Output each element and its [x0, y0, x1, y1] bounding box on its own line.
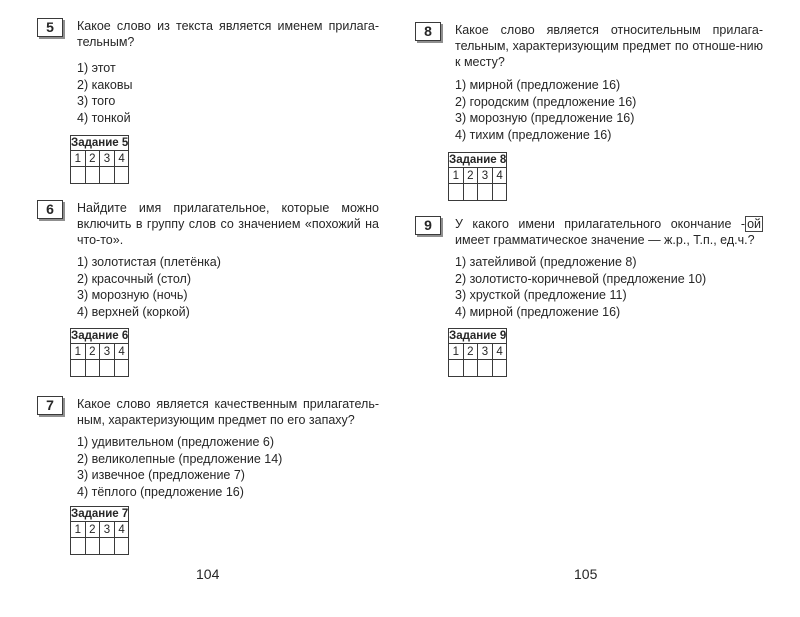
- answer-cell-4[interactable]: [492, 360, 507, 377]
- task-6: [37, 200, 379, 385]
- column-header: 2: [85, 344, 100, 360]
- column-header: 2: [463, 344, 478, 360]
- column-header: 2: [463, 168, 478, 184]
- right-page: [400, 0, 800, 617]
- answer-cell-3[interactable]: [100, 360, 115, 377]
- answer-cell-3[interactable]: [100, 167, 115, 184]
- option-3: 3) того: [77, 94, 116, 108]
- page-number: 104: [196, 566, 220, 582]
- answer-options: [77, 434, 379, 500]
- task-8: [415, 22, 763, 212]
- answer-options: [77, 254, 379, 320]
- column-header: 1: [71, 151, 86, 167]
- answer-cell-1[interactable]: [71, 538, 86, 555]
- task-question: [455, 216, 763, 248]
- answer-table: [70, 506, 129, 555]
- answer-table: [448, 152, 507, 201]
- answer-table: [70, 328, 129, 377]
- answer-table-title: Задание 5: [71, 136, 129, 149]
- option-4: 4) тонкой: [77, 110, 131, 125]
- option-4: 4) мирной (предложение 16): [455, 304, 621, 319]
- answer-table: [70, 135, 129, 184]
- task-question: Какое слово является относительным прилага-тельным, характеризующим предмет по отноше-нию к месту?: [455, 23, 763, 69]
- answer-table-title: Задание 6: [71, 329, 129, 342]
- column-header: 2: [85, 151, 100, 167]
- answer-cell-4[interactable]: [114, 538, 129, 555]
- answer-table-title: Задание 8: [449, 153, 507, 166]
- column-header: 4: [492, 344, 507, 360]
- column-header: 3: [100, 344, 115, 360]
- answer-cell-2[interactable]: [85, 360, 100, 377]
- option-1: 1) удивительном (предложение 6): [77, 435, 275, 449]
- task-number: 6: [37, 200, 63, 219]
- question-text-before: У какого имени прилагательного окончание -: [455, 217, 746, 231]
- question-text-after: имеет грамматическое значение — ж.р., Т.п., ед.ч.?: [455, 233, 755, 247]
- option-1: 1) затейливой (предложение 8): [455, 255, 637, 269]
- answer-cell-4[interactable]: [492, 184, 507, 201]
- ending-highlight: ой: [747, 217, 761, 231]
- column-header: 3: [478, 344, 493, 360]
- answer-table-title: Задание 9: [449, 329, 507, 342]
- option-1: 1) этот: [77, 61, 116, 75]
- task-question: Какое слово из текста является именем прилага-тельным?: [77, 19, 379, 49]
- column-header: 4: [114, 151, 129, 167]
- answer-cell-1[interactable]: [71, 360, 86, 377]
- option-2: 2) городским (предложение 16): [455, 94, 637, 109]
- answer-cell-2[interactable]: [463, 360, 478, 377]
- option-4: 4) верхней (коркой): [77, 304, 190, 319]
- option-3: 3) морозную (предложение 16): [455, 111, 635, 125]
- option-2: 2) каковы: [77, 77, 133, 92]
- task-question: Найдите имя прилагательное, которые можно включить в группу слов со значением «похожий на что-то».: [77, 201, 379, 247]
- answer-cell-4[interactable]: [114, 360, 129, 377]
- column-header: 3: [100, 151, 115, 167]
- answer-options: [77, 60, 379, 126]
- answer-options: [455, 77, 763, 143]
- answer-cell-2[interactable]: [463, 184, 478, 201]
- answer-cell-2[interactable]: [85, 167, 100, 184]
- answer-cell-1[interactable]: [71, 167, 86, 184]
- task-number: 9: [415, 216, 441, 235]
- task-5: [37, 18, 379, 188]
- page-number: 105: [574, 566, 598, 582]
- answer-cell-3[interactable]: [100, 538, 115, 555]
- task-number: 7: [37, 396, 63, 415]
- answer-cell-4[interactable]: [114, 167, 129, 184]
- answer-cell-1[interactable]: [449, 184, 464, 201]
- option-4: 4) тёплого (предложение 16): [77, 484, 244, 499]
- answer-cell-3[interactable]: [478, 360, 493, 377]
- task-number: 5: [37, 18, 63, 37]
- option-3: 3) морозную (ночь): [77, 288, 188, 302]
- column-header: 3: [478, 168, 493, 184]
- column-header: 4: [114, 522, 129, 538]
- option-1: 1) мирной (предложение 16): [455, 78, 621, 92]
- column-header: 4: [492, 168, 507, 184]
- answer-options: [455, 254, 763, 320]
- task-number: 8: [415, 22, 441, 41]
- column-header: 1: [449, 168, 464, 184]
- option-3: 3) извечное (предложение 7): [77, 468, 245, 482]
- answer-table-title: Задание 7: [71, 507, 129, 520]
- option-1: 1) золотистая (плетёнка): [77, 255, 221, 269]
- option-4: 4) тихим (предложение 16): [455, 127, 612, 142]
- answer-table: [448, 328, 507, 377]
- task-7: [37, 396, 379, 561]
- option-2: 2) великолепные (предложение 14): [77, 451, 283, 466]
- answer-cell-1[interactable]: [449, 360, 464, 377]
- task-9: [415, 216, 763, 386]
- option-2: 2) золотисто-коричневой (предложение 10): [455, 271, 707, 286]
- column-header: 1: [71, 344, 86, 360]
- answer-cell-2[interactable]: [85, 538, 100, 555]
- column-header: 1: [71, 522, 86, 538]
- column-header: 2: [85, 522, 100, 538]
- column-header: 1: [449, 344, 464, 360]
- option-3: 3) хрусткой (предложение 11): [455, 288, 627, 302]
- task-question: Какое слово является качественным прилагатель-ным, характеризующим предмет по его запаху?: [77, 397, 379, 427]
- column-header: 3: [100, 522, 115, 538]
- column-header: 4: [114, 344, 129, 360]
- answer-cell-3[interactable]: [478, 184, 493, 201]
- option-2: 2) красочный (стол): [77, 271, 192, 286]
